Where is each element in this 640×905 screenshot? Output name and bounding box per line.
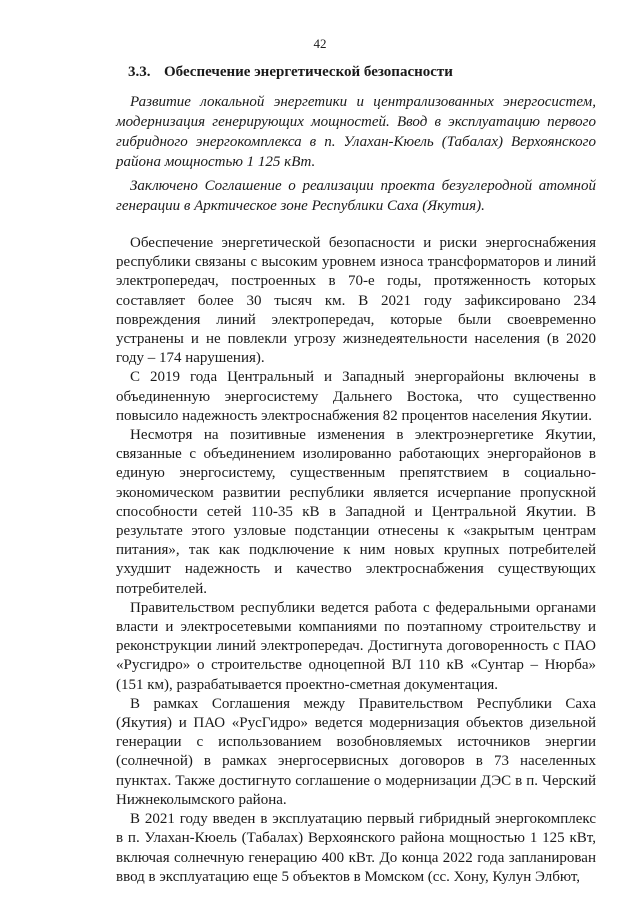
section-heading: [128, 62, 596, 82]
body-paragraph: Правительством республики ведется работа с федеральными органами власти и электросетевыми компаниями по поэтапному строительству и реконструкции линий электропередач. Достигнута договоренность с ПАО «Русгидро» о строительстве одноцепной ВЛ 110 кВ «Сунтар – Нюрба» (151 км), разрабатывается проектно-сметная документация.: [116, 599, 596, 693]
body-paragraph: В рамках Соглашения между Правительством Республики Саха (Якутия) и ПАО «РусГидро» ведется модернизация объектов дизельной генерации с использованием возобновляемых источников энергии (солнечной) в рамках энергосервисных договоров в 73 населенных пунктах. Также достигнуто соглашение о модернизации ДЭС в п. Черский Нижнеколымского района.: [116, 695, 596, 808]
body-paragraph: С 2019 года Центральный и Западный энергорайоны включены в объединенную энергосистему Дальнего Востока, что существенно повысило надежность электроснабжения 82 процентов населения Якутии.: [116, 369, 596, 424]
section-number: 3.3.: [128, 64, 151, 80]
page-content: [116, 62, 596, 887]
lead-paragraph: Развитие локальной энергетики и централизованных энергосистем, модернизация генерирующих мощностей. Ввод в эксплуатацию первого гибридного энергокомплекса в п. Улахан-Кюель (Табалах) Верхоянского района мощностью 1 125 кВт.: [116, 94, 596, 170]
body-paragraph: В 2021 году введен в эксплуатацию первый гибридный энергокомплекс в п. Улахан-Кюель (Табалах) Верхоянского района мощностью 1 125 кВт, включая солнечную генерацию 400 кВт. До конца 2022 года запланирован ввод в эксплуатацию еще 5 объектов в Момском (сс. Хону, Кулун Элбют,: [116, 811, 596, 885]
section-title: Обеспечение энергетической безопасности: [164, 64, 453, 80]
lead-paragraph: Заключено Соглашение о реализации проекта безуглеродной атомной генерации в Арктическое зоне Республики Саха (Якутия).: [116, 178, 596, 214]
body-paragraph: Обеспечение энергетической безопасности и риски энергоснабжения республики связаны с высоким уровнем износа трансформаторов и линий электропередач, построенных в 70-е годы, протяженность которых составляет более 30 тысяч км. В 2021 году зафиксировано 234 повреждения линий электропередач, которые были своевременно устранены и не повлекли угрозу жизнедеятельности населения (в 2020 году – 174 нарушения).: [116, 235, 596, 367]
body-paragraph: Несмотря на позитивные изменения в электроэнергетике Якутии, связанные с объединением изолированно работающих энергорайонов в единую энергосистему, существенным препятствием в социально-экономическом развитии республики является исчерпание пропускной способности сетей 110-35 кВ в Западной и Центральной Якутии. В результате этого узловые подстанции отнесены к «закрытым центрам питания», так как подключение к ним новых крупных потребителей ухудшит надежность и качество электроснабжения существующих потребителей.: [116, 427, 596, 597]
body-text: [116, 234, 596, 887]
page-number: 42: [313, 36, 327, 51]
